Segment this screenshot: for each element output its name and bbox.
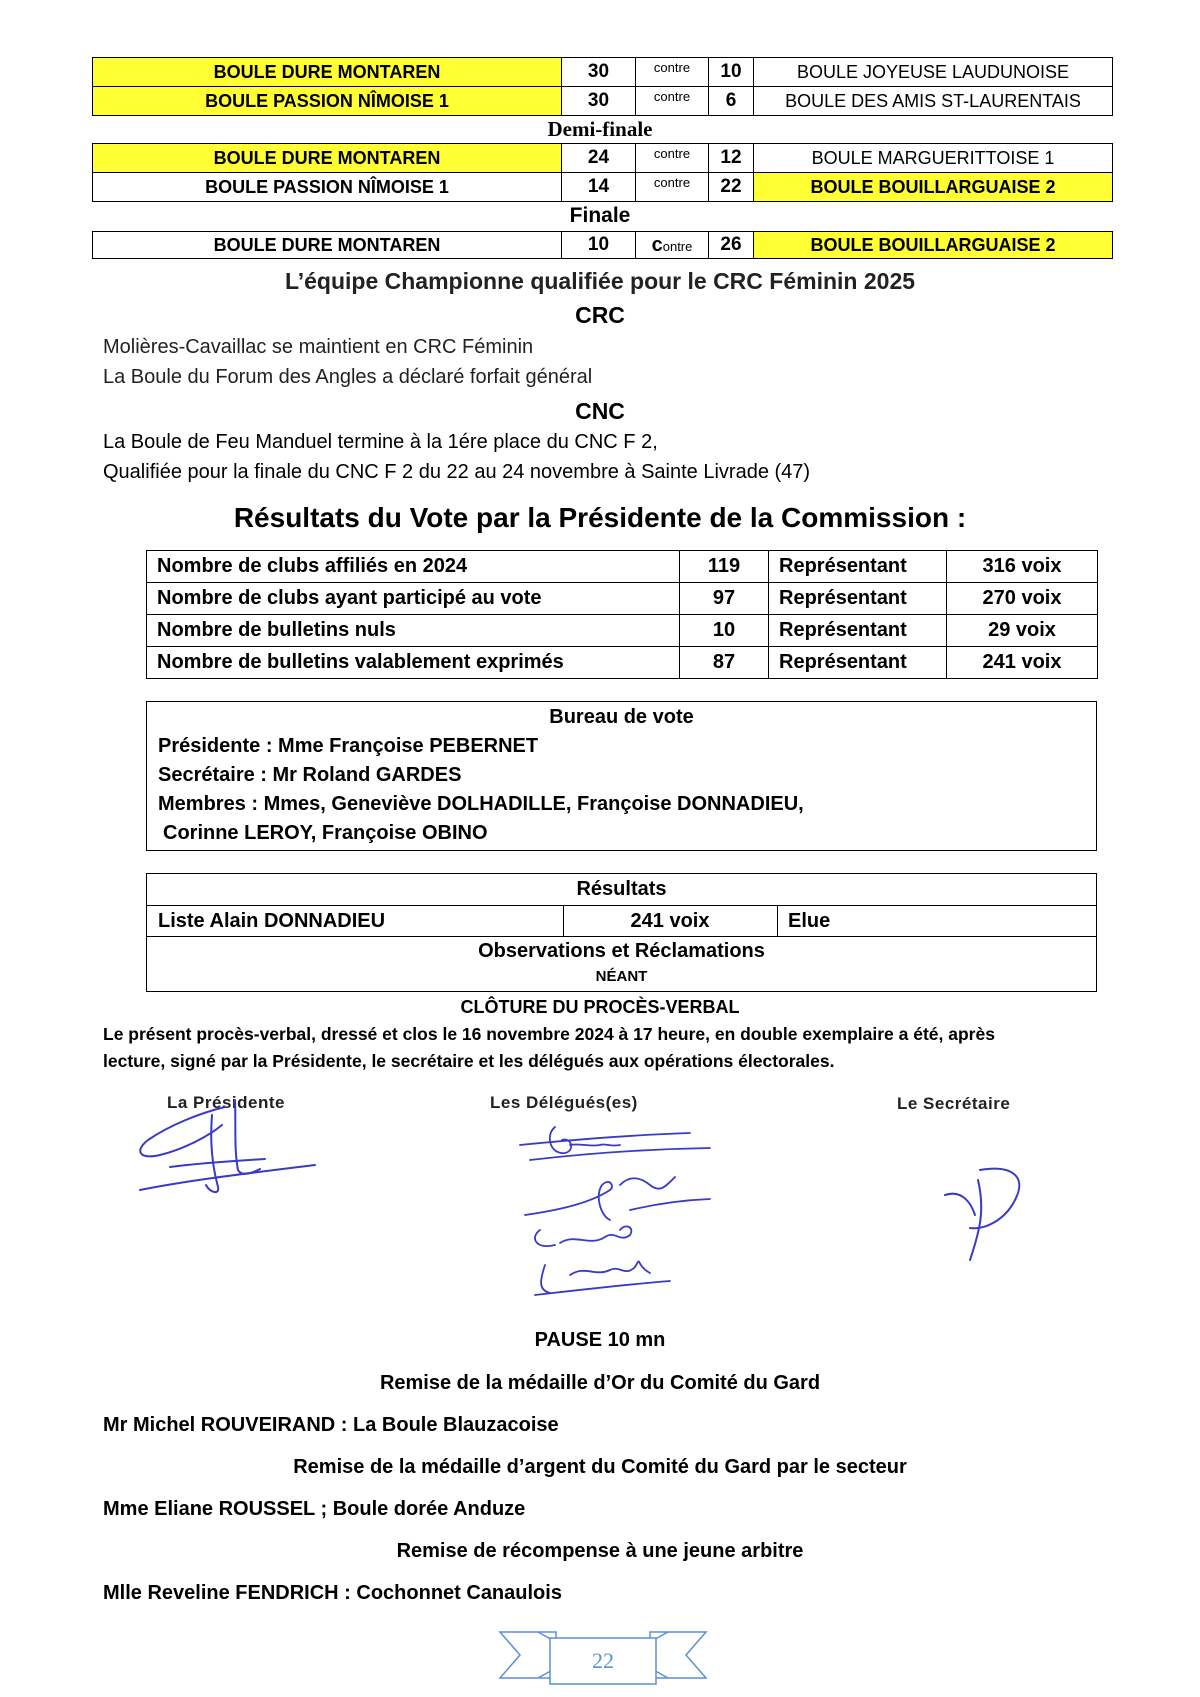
score-b: 26 <box>709 232 754 259</box>
table-row <box>93 232 1113 259</box>
score-a: 30 <box>562 87 636 116</box>
cloture-text-1: Le présent procès-verbal, dressé et clos le 16 novembre 2024 à 17 heure, en double exemplaire a été, après <box>103 1024 995 1044</box>
semi-final-title: Demi-finale <box>547 117 653 141</box>
vote-count: 97 <box>680 583 769 615</box>
table-row <box>93 58 1113 87</box>
divider <box>147 905 1096 906</box>
crc-title: CRC <box>575 302 625 328</box>
score-b: 22 <box>709 173 754 202</box>
cnc-line-2: Qualifiée pour la finale du CNC F 2 du 22 au 24 novembre à Sainte Livrade (47) <box>103 461 811 483</box>
table-row <box>147 583 1098 615</box>
observations-value: NÉANT <box>595 968 648 985</box>
score-a: 10 <box>562 232 636 259</box>
signature-label-delegues: Les Délégués(es) <box>490 1093 638 1112</box>
team-a: BOULE PASSION NÎMOISE 1 <box>93 173 562 202</box>
table-row <box>93 87 1113 116</box>
team-b: BOULE DES AMIS ST-LAURENTAIS <box>754 87 1113 116</box>
bureau-secretaire: Secrétaire : Mr Roland GARDES <box>158 764 462 786</box>
score-a: 14 <box>562 173 636 202</box>
vote-table <box>146 550 1098 679</box>
divider <box>777 905 778 936</box>
table-row <box>93 173 1113 202</box>
score-a: 24 <box>562 144 636 173</box>
award-recipient-1: Mr Michel ROUVEIRAND : La Boule Blauzacoise <box>103 1414 559 1436</box>
award-title-2: Remise de la médaille d’argent du Comité du Gard par le secteur <box>293 1456 907 1478</box>
bureau-title: Bureau de vote <box>549 706 694 728</box>
team-a: BOULE DURE MONTAREN <box>93 144 562 173</box>
team-b: BOULE BOUILLARGUAISE 2 <box>754 173 1113 202</box>
score-b: 6 <box>709 87 754 116</box>
vote-title: Résultats du Vote par la Présidente de la Commission : <box>233 502 967 533</box>
crc-line-1: Molières-Cavaillac se maintient en CRC Féminin <box>103 336 534 358</box>
vote-voix: 241 voix <box>947 647 1098 679</box>
crc-line-2: La Boule du Forum des Angles a déclaré forfait général <box>103 366 593 388</box>
table-row <box>93 144 1113 173</box>
award-recipient-2: Mme Eliane ROUSSEL ; Boule dorée Anduze <box>103 1498 526 1520</box>
bureau-membres-2: Corinne LEROY, Françoise OBINO <box>163 822 488 844</box>
team-a: BOULE PASSION NÎMOISE 1 <box>93 87 562 116</box>
signature-label-secretaire: Le Secrétaire <box>897 1094 1011 1113</box>
cloture-text-2: lecture, signé par la Présidente, le secrétaire et les délégués aux opérations électorales. <box>103 1051 835 1071</box>
cloture-title: CLÔTURE DU PROCÈS-VERBAL <box>460 997 740 1017</box>
page-number: 22 <box>592 1648 614 1673</box>
bureau-de-vote-box <box>146 701 1097 851</box>
score-a: 30 <box>562 58 636 87</box>
vote-count: 119 <box>680 551 769 583</box>
signature-label-presidente: La Présidente <box>167 1093 285 1112</box>
resultats-statut: Elue <box>788 910 831 932</box>
vote-voix: 29 voix <box>947 615 1098 647</box>
team-a: BOULE DURE MONTAREN <box>93 58 562 87</box>
vote-label: Nombre de bulletins valablement exprimés <box>147 647 680 679</box>
award-recipient-3: Mlle Reveline FENDRICH : Cochonnet Canaulois <box>103 1582 562 1604</box>
vote-count: 87 <box>680 647 769 679</box>
bureau-presidente: Présidente : Mme Françoise PEBERNET <box>158 735 539 757</box>
final-title: Finale <box>569 204 631 227</box>
divider <box>147 936 1096 937</box>
versus-label: contre <box>636 173 709 202</box>
cnc-line-1: La Boule de Feu Manduel termine à la 1ére place du CNC F 2, <box>103 431 658 453</box>
vote-rep: Représentant <box>769 647 947 679</box>
resultats-voix: 241 voix <box>630 910 710 932</box>
team-a: BOULE DURE MONTAREN <box>93 232 562 259</box>
award-title-1: Remise de la médaille d’Or du Comité du Gard <box>379 1372 821 1394</box>
quarter-finals-table <box>92 57 1113 116</box>
vote-rep: Représentant <box>769 615 947 647</box>
pause-line: PAUSE 10 mn <box>534 1329 666 1351</box>
team-b: BOULE BOUILLARGUAISE 2 <box>754 232 1113 259</box>
team-b: BOULE JOYEUSE LAUDUNOISE <box>754 58 1113 87</box>
table-row <box>147 615 1098 647</box>
bureau-membres-1: Membres : Mmes, Geneviève DOLHADILLE, Françoise DONNADIEU, <box>158 793 804 815</box>
signature-secretaire <box>940 1150 1040 1270</box>
semi-finals-table <box>92 143 1113 202</box>
score-b: 10 <box>709 58 754 87</box>
vote-rep: Représentant <box>769 583 947 615</box>
score-b: 12 <box>709 144 754 173</box>
table-row <box>147 647 1098 679</box>
final-table <box>92 231 1113 259</box>
vote-voix: 270 voix <box>947 583 1098 615</box>
award-title-3: Remise de récompense à une jeune arbitre <box>396 1540 804 1562</box>
versus-label: contre <box>636 87 709 116</box>
team-b: BOULE MARGUERITTOISE 1 <box>754 144 1113 173</box>
resultats-liste: Liste Alain DONNADIEU <box>158 910 386 932</box>
vote-label: Nombre de clubs ayant participé au vote <box>147 583 680 615</box>
vote-rep: Représentant <box>769 551 947 583</box>
resultats-box <box>146 873 1097 992</box>
vote-voix: 316 voix <box>947 551 1098 583</box>
cnc-title: CNC <box>575 398 625 424</box>
table-row <box>147 551 1098 583</box>
vote-label: Nombre de bulletins nuls <box>147 615 680 647</box>
versus-label: contre <box>636 232 709 259</box>
signature-delegues <box>510 1115 740 1305</box>
champion-line: L’équipe Championne qualifiée pour le CRC Féminin 2025 <box>284 268 916 294</box>
observations-title: Observations et Réclamations <box>478 940 765 962</box>
vote-label: Nombre de clubs affiliés en 2024 <box>147 551 680 583</box>
signature-presidente <box>130 1095 330 1200</box>
versus-label: contre <box>636 144 709 173</box>
resultats-title: Résultats <box>576 878 667 900</box>
versus-label: contre <box>636 58 709 87</box>
vote-count: 10 <box>680 615 769 647</box>
